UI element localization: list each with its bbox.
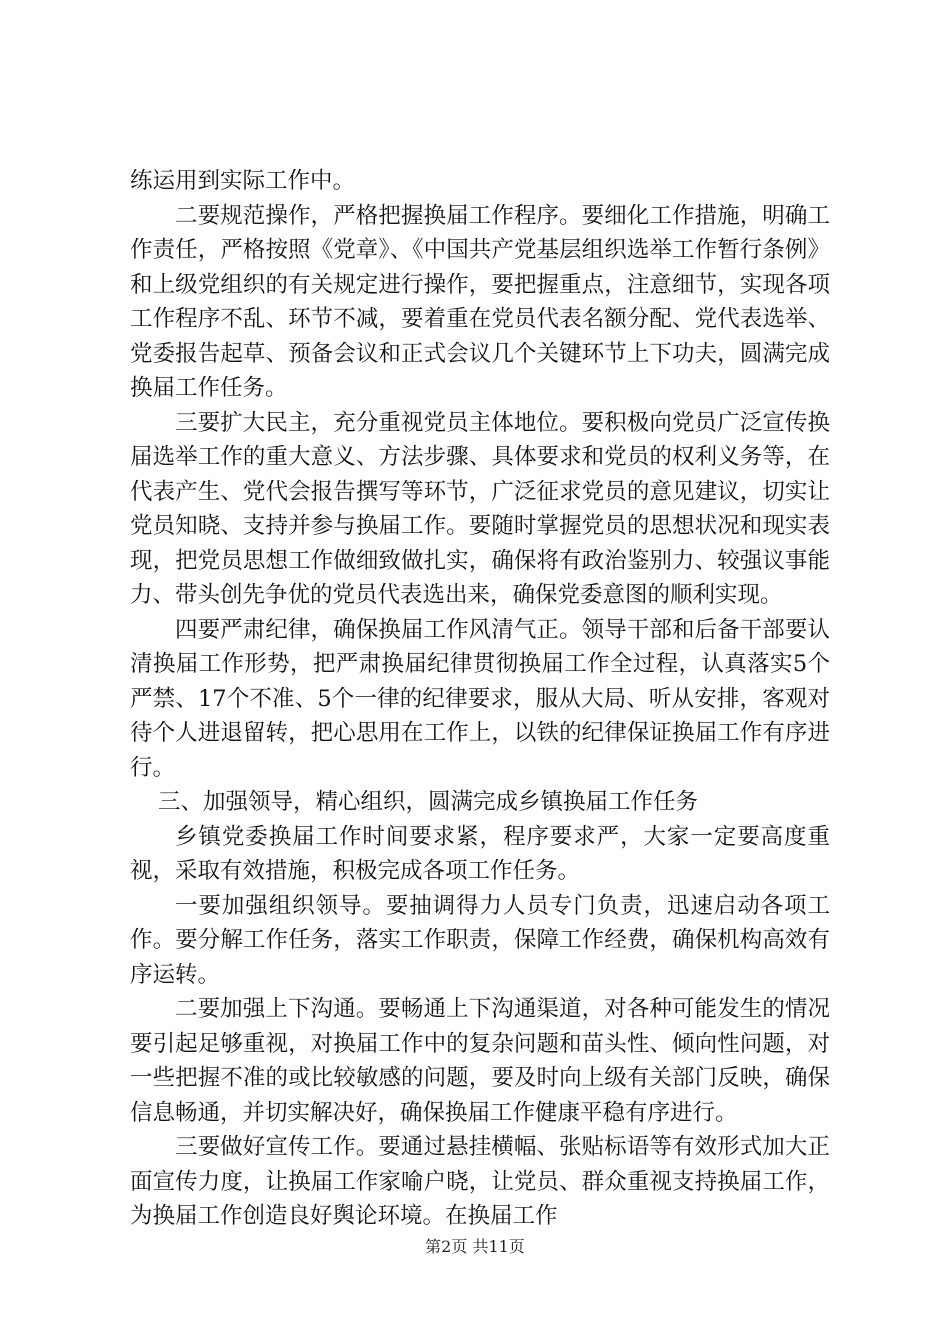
paragraph-expand-democracy: 三要扩大民主，充分重视党员主体地位。要积极向党员广泛宣传换届选举工作的重大意义、方法步骤、具体要求和党员的权利义务等，在代表产生、党代会报告撰写等环节，广泛征求党员的意见建议，切实让党员知晓、支持并参与换届工作。要随时掌握党员的思想状况和现实表现，把党员思想工作做细致做扎实，确保将有政治鉴别力、较强议事能力、带头创先争优的党员代表选出来，确保党委意图的顺利实现。 xyxy=(130,409,830,608)
document-body xyxy=(130,164,830,1234)
paragraph-continuation: 练运用到实际工作中。 xyxy=(130,168,356,194)
paragraph-strict-discipline: 四要严肃纪律，确保换届工作风清气正。领导干部和后备干部要认清换届工作形势，把严肃换届纪律贯彻换届工作全过程，认真落实5个严禁、17个不准、5个一律的纪律要求，服从大局、听从安排，客观对待个人进退留转，把心思用在工作上，以铁的纪律保证换届工作有序进行。 xyxy=(130,616,830,781)
section-heading-strengthen-leadership: 三、加强领导，精心组织，圆满完成乡镇换届工作任务 xyxy=(158,789,699,815)
paragraph-organizational-leadership: 一要加强组织领导。要抽调得力人员专门负责，迅速启动各项工作。要分解工作任务，落实工作职责，保障工作经费，确保机构高效有序运转。 xyxy=(130,892,830,988)
paragraph-communication: 二要加强上下沟通。要畅通上下沟通渠道，对各种可能发生的情况要引起足够重视，对换届工作中的复杂问题和苗头性、倾向性问题，对一些把握不准的或比较敏感的问题，要及时向上级有关部门反映，确保信息畅通，并切实解决好，确保换届工作健康平稳有序进行。 xyxy=(130,996,830,1126)
paragraph-section-intro: 乡镇党委换届工作时间要求紧，程序要求严，大家一定要高度重视，采取有效措施，积极完成各项工作任务。 xyxy=(130,823,830,884)
page-number-footer: 第2页 共11页 xyxy=(425,1237,525,1256)
paragraph-standardize-operation: 二要规范操作，严格把握换届工作程序。要细化工作措施，明确工作责任，严格按照《党章》、《中国共产党基层组织选举工作暂行条例》和上级党组织的有关规定进行操作，要把握重点，注意细节，实现各项工作程序不乱、环节不减，要着重在党员代表名额分配、党代表选举、党委报告起草、预备会议和正式会议几个关键环节上下功夫，圆满完成换届工作任务。 xyxy=(130,202,830,401)
paragraph-publicity: 三要做好宣传工作。要通过悬挂横幅、张贴标语等有效形式加大正面宣传力度，让换届工作家喻户晓，让党员、群众重视支持换届工作，为换届工作创造良好舆论环境。在换届工作 xyxy=(130,1134,830,1229)
